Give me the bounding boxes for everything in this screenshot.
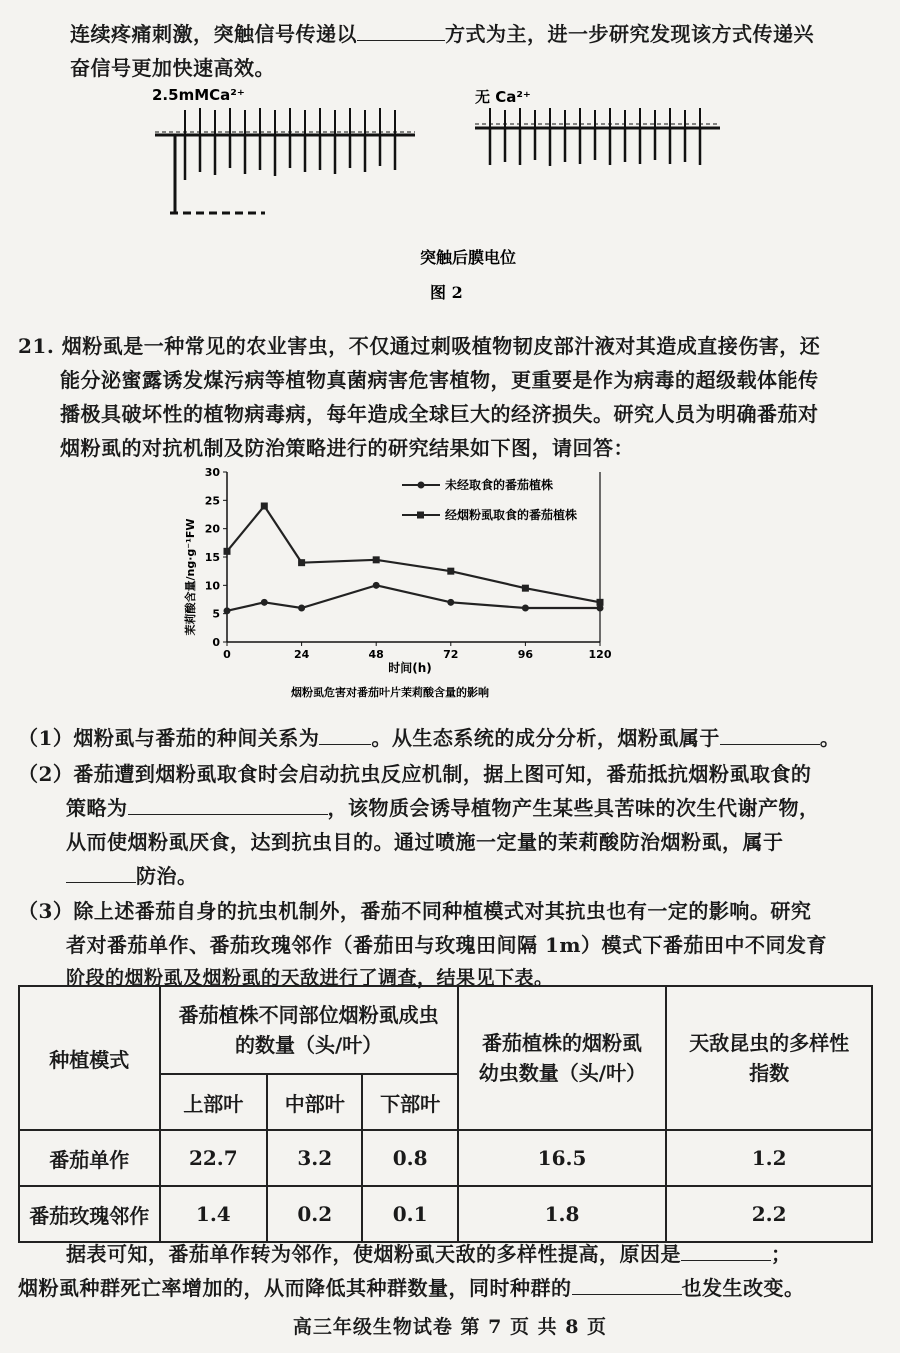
answer-blank[interactable]: [319, 726, 371, 745]
chart-y-tick-label: 15: [204, 551, 220, 564]
subq1-text-b: 。从生态系统的成分分析，烟粉虱属于: [371, 726, 720, 750]
th-diversity: 天敌昆虫的多样性指数: [666, 986, 872, 1130]
chart-x-tick-label: 0: [223, 648, 231, 661]
cell-mode: 番茄单作: [19, 1130, 160, 1186]
subq2-line-4: [66, 860, 900, 889]
fig2-label-left: 2.5mMCa²⁺: [152, 86, 245, 104]
subq1-line: [18, 722, 900, 751]
chart-ylabel: 茉莉酸含量/ng·g⁻¹FW: [184, 518, 197, 636]
chart-point: [522, 605, 529, 612]
cell-diversity: 1.2: [666, 1130, 872, 1186]
conclusion-line-1: [66, 1238, 900, 1267]
chart-y-tick-label: 25: [204, 494, 220, 508]
subq3-line-3: 阶段的烟粉虱及烟粉虱的天敌进行了调查，结果见下表。: [66, 967, 554, 989]
conclusion-text-b: ；: [771, 1242, 792, 1266]
subq1-text-a: （1）烟粉虱与番茄的种间关系为: [18, 726, 320, 750]
cell-upper: 22.7: [160, 1130, 268, 1186]
subq3-line-2: 者对番茄单作、番茄玫瑰邻作（番茄田与玫瑰田间隔 1m）模式下番茄田中不同发育: [66, 933, 828, 957]
q21-line-4: 烟粉虱的对抗机制及防治策略进行的研究结果如下图，请回答：: [60, 436, 634, 460]
cell-larva: 16.5: [458, 1130, 666, 1186]
conclusion-text-d: 也发生改变。: [681, 1276, 805, 1300]
cell-larva: 1.8: [458, 1186, 666, 1242]
chart-y-tick-label: 30: [204, 466, 220, 479]
q21-line-3: 播极具破坏性的植物病毒病，每年造成全球巨大的经济损失。研究人员为明确番茄对: [60, 402, 819, 426]
chart-title: 烟粉虱危害对番茄叶片茉莉酸含量的影响: [291, 686, 489, 699]
subq2-line-2: [66, 792, 900, 821]
intro-text-b: 方式为主，进一步研究发现该方式传递兴: [445, 22, 814, 46]
chart-y-tick-label: 10: [204, 579, 220, 593]
chart-point: [224, 548, 231, 555]
subq2-line-3: 从而使烟粉虱厌食，达到抗虫目的。通过喷施一定量的茉莉酸防治烟粉虱，属于: [66, 830, 784, 854]
chart-point: [373, 582, 380, 589]
fig2-label-right: 无 Ca²⁺: [475, 88, 531, 106]
chart-point: [261, 503, 268, 510]
chart-point: [298, 605, 305, 612]
chart-point: [373, 556, 380, 563]
chart-x-tick-label: 96: [517, 648, 534, 661]
cell-diversity: 2.2: [666, 1186, 872, 1242]
subq3-line-1: （3）除上述番茄自身的抗虫机制外，番茄不同种植模式对其抗虫也有一定的影响。研究: [18, 899, 812, 923]
chart-legend-label: 经烟粉虱取食的番茄植株: [445, 508, 578, 522]
chart-point: [447, 599, 454, 606]
figure-2: [130, 80, 770, 310]
th-mode: 种植模式: [19, 986, 160, 1130]
chart-point: [522, 585, 529, 592]
table-row: [19, 1130, 872, 1186]
chart-x-tick-label: 24: [293, 648, 310, 661]
page-footer: 高三年级生物试卷 第 7 页 共 8 页: [292, 1316, 608, 1338]
cell-upper: 1.4: [160, 1186, 268, 1242]
th-larva: 番茄植株的烟粉虱幼虫数量（头/叶）: [458, 986, 666, 1130]
chart-series-line-1: [227, 585, 600, 611]
subq1-text-c: 。: [819, 726, 841, 750]
answer-blank[interactable]: [572, 1276, 682, 1295]
chart-legend-label: 未经取食的番茄植株: [445, 478, 554, 492]
chart-point: [447, 568, 454, 575]
q21-line-1: 21. 烟粉虱是一种常见的农业害虫，不仅通过刺吸植物韧皮部汁液对其造成直接伤害，还: [18, 334, 821, 358]
chart-x-tick-label: 120: [588, 648, 612, 661]
fig2-caption: 突触后膜电位: [420, 248, 517, 267]
chart-x-tick-label: 48: [368, 648, 384, 661]
chart-y-tick-label: 5: [212, 607, 220, 621]
chart-legend-marker: [418, 482, 425, 489]
subq2-text-b: ，该物质会诱导植物产生某些具苦味的次生代谢产物，: [327, 796, 820, 820]
cell-middle: 0.2: [267, 1186, 362, 1242]
conclusion-text-c: 烟粉虱种群死亡率增加的，从而降低其种群数量，同时种群的: [18, 1276, 572, 1300]
conclusion-line-2: [18, 1272, 900, 1301]
fig2-trace-left: [155, 108, 415, 213]
chart-legend-marker: [417, 512, 424, 519]
subq2-line-1: （2）番茄遭到烟粉虱取食时会启动抗虫反应机制，据上图可知，番茄抵抗烟粉虱取食的: [18, 762, 812, 786]
chart-point: [261, 599, 268, 606]
intro-line-2: 奋信号更加快速高效。: [70, 56, 275, 80]
cell-lower: 0.8: [362, 1130, 457, 1186]
answer-blank[interactable]: [720, 726, 820, 745]
cell-middle: 3.2: [267, 1130, 362, 1186]
intro-line-1: [70, 18, 900, 47]
subq2-text-d: 防治。: [136, 864, 198, 888]
chart-point: [224, 607, 231, 614]
cell-mode: 番茄玫瑰邻作: [19, 1186, 160, 1242]
q21-line-2: 能分泌蜜露诱发煤污病等植物真菌病害危害植物，更重要是作为病毒的超级载体能传: [60, 368, 819, 392]
answer-blank[interactable]: [66, 864, 136, 883]
chart-y-tick-label: 20: [204, 522, 220, 536]
answer-blank[interactable]: [681, 1242, 771, 1261]
th-lower: 下部叶: [362, 1074, 457, 1130]
th-adult: 番茄植株不同部位烟粉虱成虫的数量（头/叶）: [160, 986, 458, 1074]
fig2-trace-right: [475, 108, 720, 166]
survey-table: [18, 985, 873, 1243]
cell-lower: 0.1: [362, 1186, 457, 1242]
intro-text-a: 连续疼痛刺激，突触信号传递以: [70, 22, 357, 46]
chart-point: [298, 559, 305, 566]
conclusion-text-a: 据表可知，番茄单作转为邻作，使烟粉虱天敌的多样性提高，原因是: [66, 1242, 681, 1266]
jasmonic-acid-chart: [170, 462, 630, 702]
subq2-text-a: 策略为: [66, 796, 128, 820]
th-upper: 上部叶: [160, 1074, 268, 1130]
table-row: [19, 1186, 872, 1242]
chart-x-tick-label: 72: [443, 648, 459, 661]
fig2-title: 图 2: [430, 283, 463, 302]
chart-point: [597, 599, 604, 606]
answer-blank[interactable]: [128, 796, 328, 815]
answer-blank[interactable]: [357, 22, 445, 41]
th-middle: 中部叶: [267, 1074, 362, 1130]
chart-xlabel: 时间(h): [388, 661, 432, 675]
chart-y-tick-label: 0: [212, 636, 220, 649]
